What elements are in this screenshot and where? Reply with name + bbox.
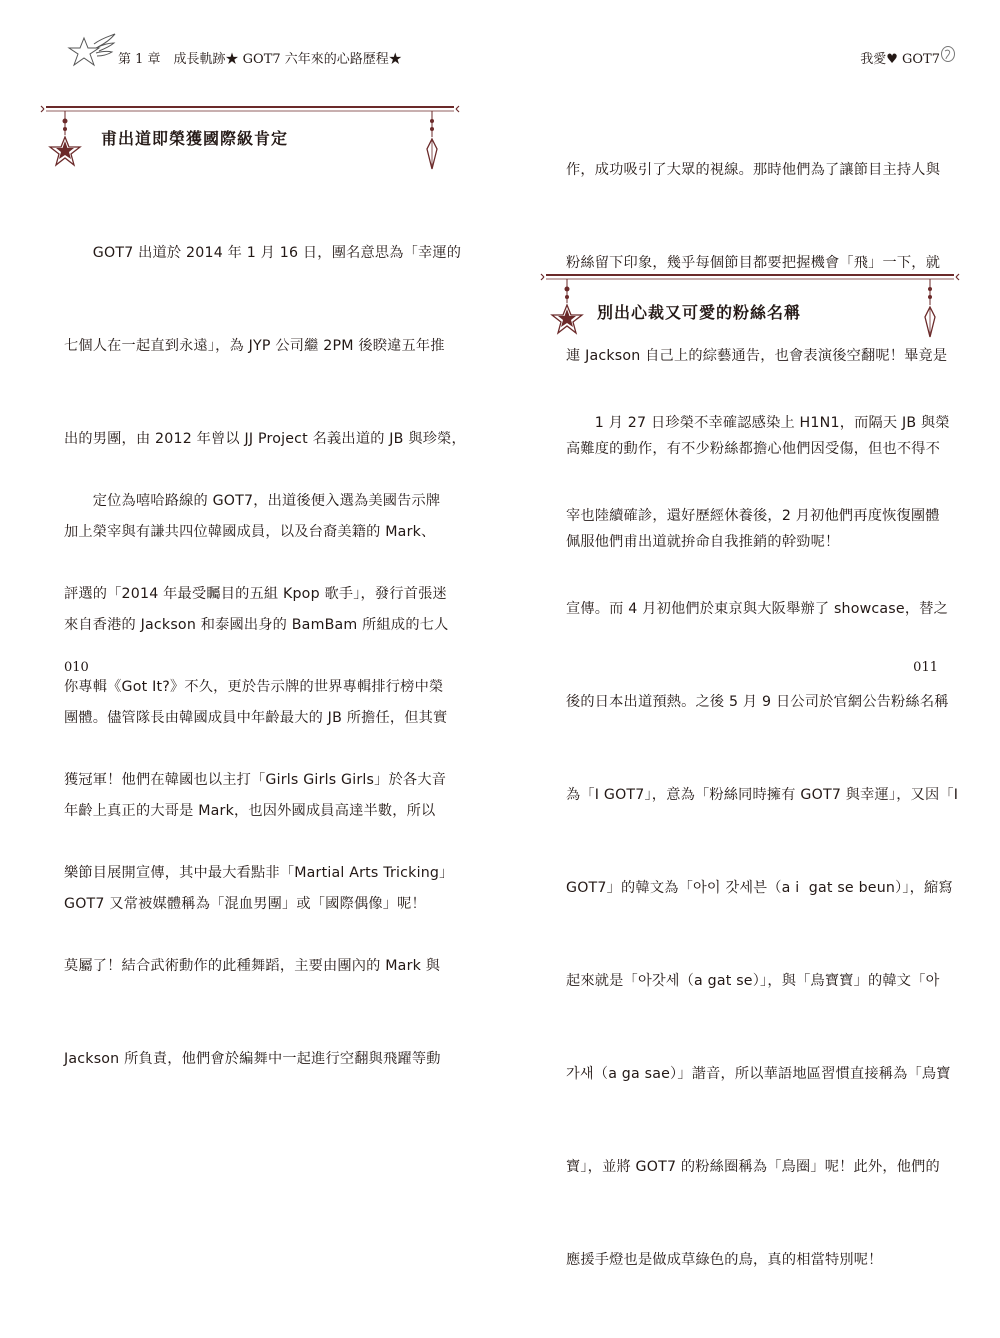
body-paragraph [566, 346, 958, 1338]
text-line: 起來就是「아갓세（a gat se）」，與「鳥寶寶」的韓文「아 [566, 973, 940, 989]
text-line: GOT7 又常被媒體稱為「混血男團」或「國際偶像」呢！ [64, 896, 426, 912]
text-line: 加上榮宰與有謙共四位韓國成員，以及台裔美籍的 Mark、 [64, 524, 436, 540]
text-line: 你專輯《Got It?》不久，更於告示牌的世界專輯排行榜中榮 [64, 679, 444, 695]
winged-star-logo-icon [60, 28, 116, 74]
text-line: 後的日本出道預熱。之後 5 月 9 日公司於官網公告粉絲名稱 [566, 694, 949, 710]
crystal-drop-icon [427, 111, 437, 169]
text-line: 為「I GOT7」，意為「粉絲同時擁有 GOT7 與幸運」，又因「I [566, 787, 959, 803]
text-line: 佩服他們甫出道就拚命自我推銷的幹勁呢！ [566, 534, 840, 550]
text-line: 寶」，並將 GOT7 的粉絲圈稱為「鳥圈」呢！此外，他們的 [566, 1159, 940, 1175]
text-line: 樂節目展開宣傳，其中最大看點非「Martial Arts Tricking」 [64, 865, 454, 881]
section-title: 甫出道即榮獲國際級肯定 [101, 129, 289, 148]
circle-badge-icon [940, 45, 956, 63]
text-line: 宰也陸續確診，還好歷經休養後，2 月初他們再度恢復團體 [566, 508, 940, 524]
text-line: GOT7」的韓文為「아이 갓세븐（a i gat se beun）」，縮寫 [566, 880, 953, 896]
text-line: 粉絲留下印象，幾乎每個節目都要把握機會「飛」一下，就 [566, 255, 941, 271]
text-line: 出的男團，由 2012 年曾以 JJ Project 名義出道的 JB 與珍榮， [64, 431, 466, 447]
text-line: 獲冠軍！他們在韓國也以主打「Girls Girls Girls」於各大音 [64, 772, 447, 788]
running-head: 第 1 章 成長軌跡★ GOT7 六年來的心路歷程★ [118, 52, 402, 67]
running-head: 我愛♥ GOT7 [860, 52, 940, 67]
text-line: 1 月 27 日珍榮不幸確認感染上 H1N1，而隔天 JB 與榮 [566, 415, 950, 431]
text-line: 團體。儘管隊長由韓國成員中年齡最大的 JB 所擔任，但其實 [64, 710, 448, 726]
star-pendant-icon [552, 279, 582, 333]
text-line: 來自香港的 Jackson 和泰國出身的 BamBam 所組成的七人 [64, 617, 449, 633]
text-line: GOT7 出道於 2014 年 1 月 16 日，團名意思為「幸運的 [64, 245, 462, 261]
text-line: 應援手燈也是做成草綠色的鳥，真的相當特別呢！ [566, 1252, 883, 1268]
page-number: 010 [64, 660, 89, 675]
crystal-drop-icon [925, 279, 935, 337]
text-line: 連 Jackson 自己上的綜藝通告，也會表演後空翻呢！畢竟是 [566, 348, 948, 364]
text-line: 評選的「2014 年最受矚目的五組 Kpop 歌手」，發行首張迷 [64, 586, 447, 602]
text-line: 七個人在一起直到永遠」，為 JYP 公司繼 2PM 後睽違五年推 [64, 338, 445, 354]
text-line: 莫屬了！結合武術動作的此種舞蹈，主要由團內的 Mark 與 [64, 958, 441, 974]
text-line: 宣傳。而 4 月初他們於東京與大阪舉辦了 showcase，替之 [566, 601, 948, 617]
text-line: 가새（a ga sae）」諧音，所以華語地區習慣直接稱為「鳥寶 [566, 1066, 951, 1082]
left-page [0, 0, 500, 1067]
section-title: 別出心裁又可愛的粉絲名稱 [597, 303, 802, 322]
text-line: 高難度的動作，有不少粉絲都擔心他們因受傷，但也不得不 [566, 441, 941, 457]
text-line: 年齡上真正的大哥是 Mark，也因外國成員高達半數，所以 [64, 803, 436, 819]
text-line: Jackson 所負責，他們會於編舞中一起進行空翻與飛躍等動 [64, 1051, 441, 1067]
page-number: 011 [913, 660, 938, 675]
body-paragraph [64, 424, 454, 1137]
text-line: 作，成功吸引了大眾的視線。那時他們為了讓節目主持人與 [566, 162, 941, 178]
text-line: 定位為嘻哈路線的 GOT7，出道後便入選為美國告示牌 [64, 493, 441, 509]
star-pendant-icon [50, 111, 80, 165]
